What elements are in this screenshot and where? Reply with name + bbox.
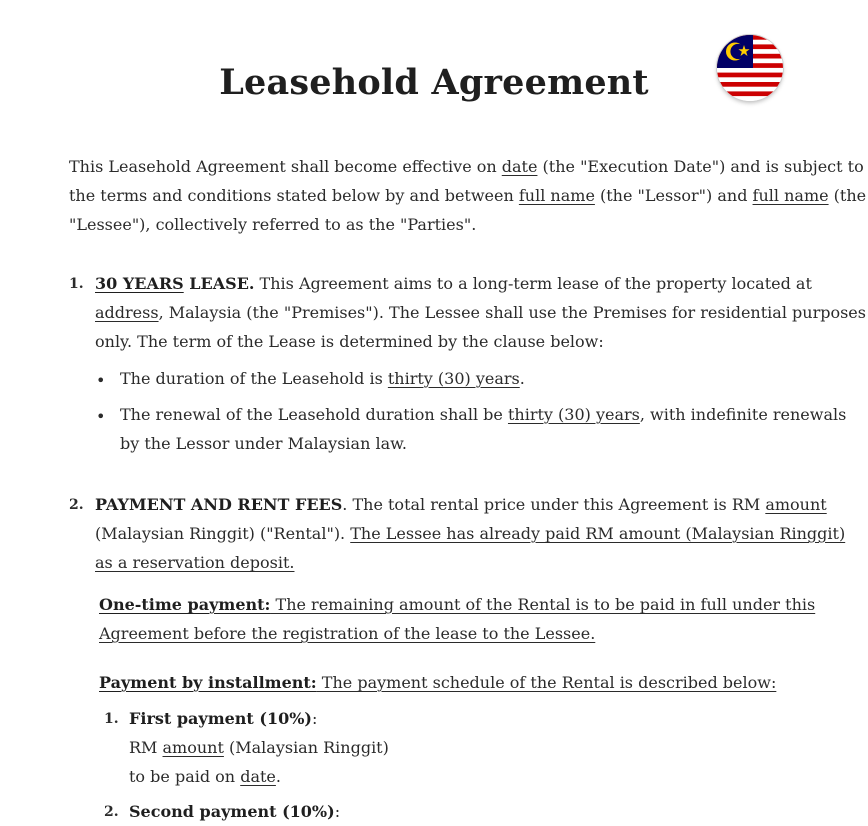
bullet-1-marker: • (96, 371, 106, 390)
clause-2-heading: PAYMENT AND RENT FEES (95, 495, 343, 514)
payment-2-label: Second payment (10%) (129, 802, 335, 821)
clause-1-bullet-2: The renewal of the Leasehold duration shall be thirty (30) years, with indefinite renewals by the Lessor under Malaysian law. (120, 405, 847, 453)
clause-2-number: 2. (69, 497, 84, 513)
intro-text-1: This Leasehold Agreement shall become effective on (69, 157, 502, 176)
clause-1-heading-term: 30 YEARS (95, 274, 184, 293)
clause-1-number: 1. (69, 276, 84, 292)
document-title: Leasehold Agreement (219, 62, 649, 103)
lessee-name-field: full name (752, 186, 829, 205)
rental-amount-field: amount (765, 495, 827, 514)
installment-text: The payment schedule of the Rental is described below: (316, 673, 777, 692)
payment-1-label: First payment (10%) (129, 709, 312, 728)
clause-1-heading: LEASE. (183, 274, 255, 293)
payment-1-amount-field: amount (162, 738, 224, 757)
document-page: Leasehold Agreement This Leasehold Agreement shall become effective on date (the "Execution Date") and is subject to the terms and conditions stated below by and between full name (the "Lessor") and full name (the "Lessee"), collectively referred to as the "Parties". 1. 30 YEARS LEASE. This Agreement aims to a long-term lease of the property located at address, Malaysia (the "Premises"). The Lessee shall use the Premises for residential purposes only. The term of the Lease is determined by the clause below: • The duration of the Leasehold is thirty (30) years. • The renewal of the Leasehold duration shall be thirty (30) years, with indefinite renewals by the Lessor under Malaysian law. 2. PAYMENT AND RENT FEES. The total rental price under this Agreement is RM amount (Malaysian Ringgit) ("Rental"). The Lessee has already paid RM amount (Malaysian Ringgit) as a reservation deposit. One-time payment: The remaining amount of the Rental is to be paid in full under this Agreement before the registration of the lease to the Lessee. Payment by installment: The payment schedule of the Rental is described below: 1. First payment (10%): RM amount (Malaysian Ringgit) to be paid on date. 2. Second payment (10%): (0, 0, 868, 812)
renewal-duration-field: thirty (30) years (507, 405, 640, 424)
clause-2-paragraph: PAYMENT AND RENT FEES. The total rental price under this Agreement is RM amount (Malaysian Ringgit) ("Rental"). The Lessee has already paid RM amount (Malaysian Ringgit) as a reservation deposit. (95, 495, 846, 572)
payment-1-number: 1. (104, 711, 119, 727)
clause-1-paragraph: 30 YEARS LEASE. This Agreement aims to a long-term lease of the property located at address, Malaysia (the "Premises"). The Lessee shall use the Premises for residential purposes only. The term of the Lease is determined by the clause below: (95, 274, 866, 351)
installment-paragraph (99, 668, 799, 697)
payment-2-number: 2. (104, 804, 119, 820)
intro-text-4: "Lessee"), collectively referred to as the "Parties". (69, 215, 477, 234)
one-time-payment-label: One-time payment: (99, 595, 271, 614)
execution-date-field: date (501, 157, 538, 176)
deposit-text-2: as a reservation deposit. (95, 553, 295, 572)
intro-paragraph: This Leasehold Agreement shall become effective on date (the "Execution Date") and is subject to (69, 157, 864, 176)
payment-2: Second payment (10%): (129, 802, 341, 821)
one-time-payment-paragraph: One-time payment: The remaining amount of the Rental is to be paid in full under this Agreement before the registration of the lease to the Lessee. (99, 595, 816, 643)
deposit-text-1: The Lessee has already paid RM amount (Malaysian Ringgit) (350, 524, 846, 543)
lessor-name-field: full name (518, 186, 595, 205)
installment-label: Payment by installment: (99, 673, 317, 692)
lease-duration-field: thirty (30) years (387, 369, 520, 388)
payment-1: First payment (10%): RM amount (Malaysian Ringgit) to be paid on date. (129, 709, 389, 786)
clause-1-bullet-1: The duration of the Leasehold is thirty (30) years. (120, 369, 525, 388)
premises-address-field: address (95, 303, 159, 322)
bullet-2-marker: • (96, 407, 106, 426)
payment-1-date-field: date (240, 767, 276, 786)
